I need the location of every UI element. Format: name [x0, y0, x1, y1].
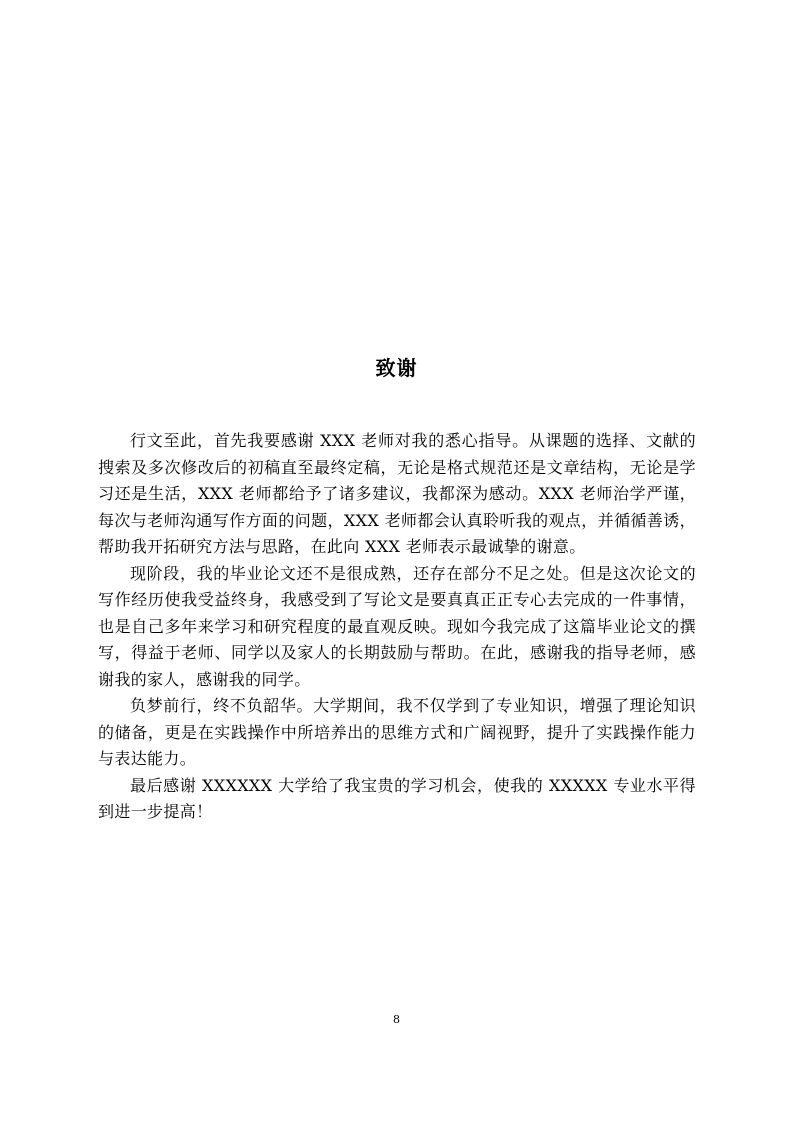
paragraph-4: 最后感谢 XXXXXX 大学给了我宝贵的学习机会，使我的 XXXXX 专业水平得到进一步提高！ [98, 775, 696, 821]
page-title: 致谢 [375, 356, 418, 380]
acknowledgement-body [98, 428, 696, 826]
page-number: 8 [393, 1013, 400, 1026]
paragraph-2: 现阶段，我的毕业论文还不是很成熟，还存在部分不足之处。但是这次论文的写作经历使我受益终身，我感受到了写论文是要真真正正专心去完成的一件事情，也是自己多年来学习和研究程度的最直观反映。现如今我完成了这篇毕业论文的撰写，得益于老师、同学以及家人的长期鼓励与帮助。在此，感谢我的指导老师，感谢我的家人，感谢我的同学。 [98, 563, 696, 689]
paragraph-1: 行文至此，首先我要感谢 XXX 老师对我的悉心指导。从课题的选择、文献的搜索及多次修改后的初稿直至最终定稿，无论是格式规范还是文章结构，无论是学习还是生活，XXX 老师都给予了诸多建议，我都深为感动。XXX 老师治学严谨，每次与老师沟通写作方面的问题，XXX 老师都会认真聆听我的观点，并循循善诱，帮助我开拓研究方法与思路，在此向 XXX 老师表示最诚挚的谢意。 [98, 431, 696, 556]
paragraph-3: 负梦前行，终不负韶华。大学期间，我不仅学到了专业知识，增强了理论知识的储备，更是在实践操作中所培养出的思维方式和广阔视野，提升了实践操作能力与表达能力。 [98, 696, 696, 768]
